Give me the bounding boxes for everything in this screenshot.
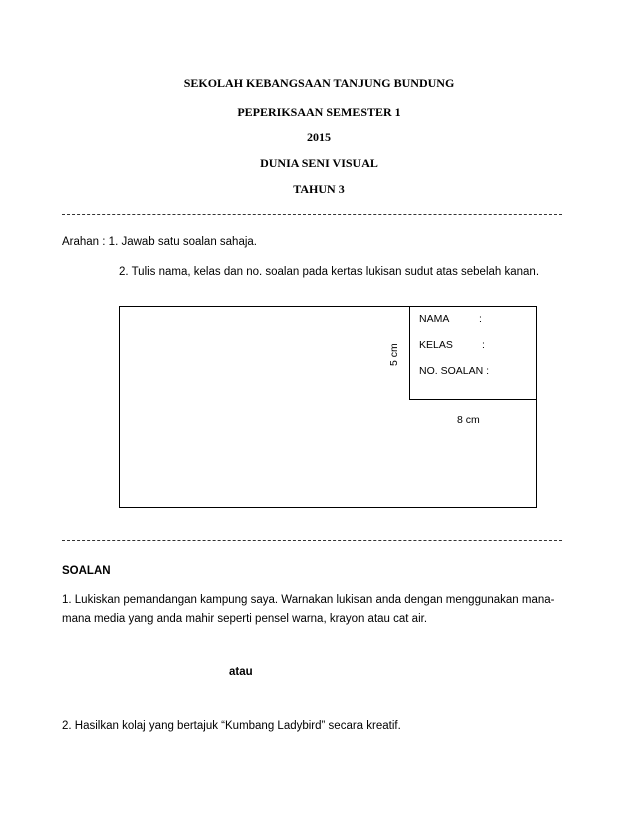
bottom-divider <box>62 540 562 541</box>
paper-diagram <box>119 306 537 508</box>
question-2: 2. Hasilkan kolaj yang bertajuk “Kumbang Ladybird” secara kreatif. <box>62 720 401 732</box>
exam-title: PEPERIKSAAN SEMESTER 1 <box>237 105 401 119</box>
school-name: SEKOLAH KEBANGSAAN TANJUNG BUNDUNG <box>183 76 455 90</box>
exam-year: 2015 <box>307 130 331 144</box>
question-1-line-1: 1. Lukiskan pemandangan kampung saya. Warnakan lukisan anda dengan menggunakan mana- <box>62 594 555 606</box>
nama-label: NAMA <box>419 313 450 325</box>
kelas-colon: : <box>482 339 485 351</box>
soalan-label: NO. SOALAN : <box>419 365 490 377</box>
width-label: 8 cm <box>457 414 480 426</box>
instruction-1: Arahan : 1. Jawab satu soalan sahaja. <box>62 236 257 248</box>
instruction-2: 2. Tulis nama, kelas dan no. soalan pada kertas lukisan sudut atas sebelah kanan. <box>119 266 540 278</box>
top-divider <box>62 214 562 215</box>
subject-title: DUNIA SENI VISUAL <box>260 156 378 170</box>
height-label: 5 cm <box>388 343 400 366</box>
or-separator: atau <box>229 666 253 678</box>
nama-colon: : <box>479 313 482 325</box>
name-box <box>409 307 536 400</box>
questions-heading: SOALAN <box>62 565 111 577</box>
grade-title: TAHUN 3 <box>293 182 345 196</box>
kelas-label: KELAS <box>419 339 453 351</box>
question-1-line-2: mana media yang anda mahir seperti pensel warna, krayon atau cat air. <box>62 613 428 625</box>
